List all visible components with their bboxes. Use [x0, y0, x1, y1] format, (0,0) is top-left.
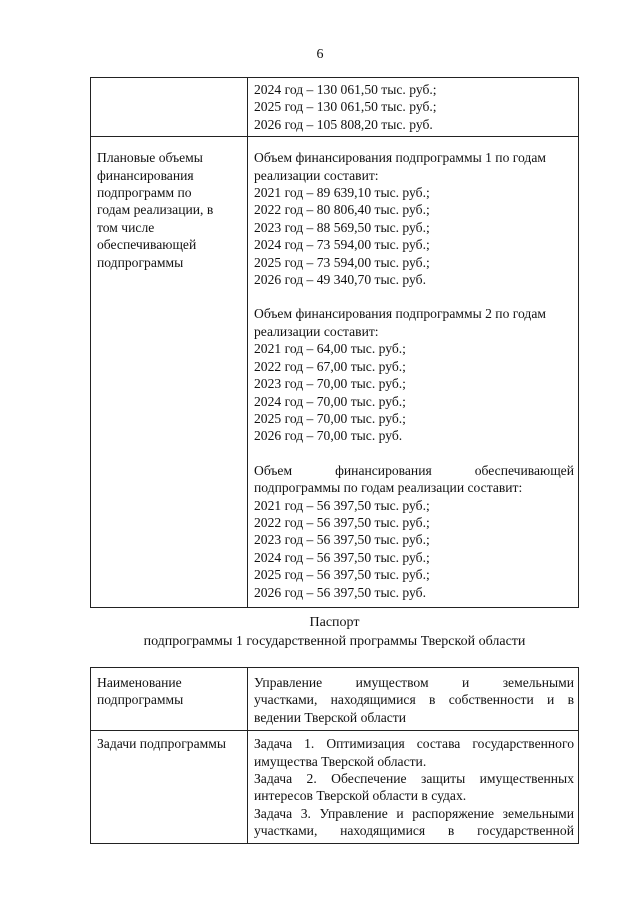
subprogram1-heading: Объем финансирования подпрограммы 1 по годам — [254, 150, 546, 166]
passport-table — [90, 667, 579, 844]
table-cell-financing-continuation — [248, 78, 579, 137]
subprogram1-year: 2026 год – 49 340,70 тыс. руб. — [254, 272, 426, 288]
financing-line: 2025 год – 130 061,50 тыс. руб.; — [254, 99, 437, 115]
subprogram1-heading: реализации составит: — [254, 167, 379, 183]
label-line: Задачи подпрограммы — [97, 736, 226, 752]
spacer — [254, 288, 574, 305]
support-subprogram-heading: подпрограммы по годам реализации составит: — [254, 480, 523, 496]
table-row — [91, 137, 579, 608]
label-line: годам реализации, в — [97, 202, 214, 218]
subprogram-name-line: ведении Тверской области — [254, 709, 407, 725]
support-subprogram-year: 2024 год – 56 397,50 тыс. руб.; — [254, 549, 430, 565]
passport-subtitle: подпрограммы 1 государственной программы Тверской области — [143, 634, 526, 649]
subprogram2-heading: Объем финансирования подпрограммы 2 по годам — [254, 306, 546, 322]
label-line: Плановые объемы — [97, 150, 203, 166]
subprogram1-year: 2021 год – 89 639,10 тыс. руб.; — [254, 185, 430, 201]
task-line: интересов Тверской области в судах. — [254, 788, 467, 804]
table-cell-empty — [91, 78, 248, 137]
page-number: 6 — [316, 47, 324, 62]
support-subprogram-heading: Объем финансирования обеспечивающей — [254, 462, 574, 478]
task-line: участками, находящимися в государственной — [254, 823, 574, 839]
task-line: имущества Тверской области. — [254, 753, 427, 769]
financing-line: 2026 год – 105 808,20 тыс. руб. — [254, 116, 433, 132]
table-cell-financing-details — [248, 137, 579, 608]
table-row — [91, 731, 579, 843]
label-line: Наименование — [97, 675, 182, 690]
passport-heading — [90, 613, 579, 651]
subprogram2-year: 2024 год – 70,00 тыс. руб.; — [254, 393, 406, 409]
label-line: том числе — [97, 219, 155, 235]
support-subprogram-year: 2022 год – 56 397,50 тыс. руб.; — [254, 514, 430, 530]
subprogram-name-line: участками, находящимися в собственности и в — [254, 692, 574, 708]
support-subprogram-year: 2023 год – 56 397,50 тыс. руб.; — [254, 532, 430, 548]
subprogram2-year: 2022 год – 67,00 тыс. руб.; — [254, 358, 406, 374]
support-subprogram-year: 2025 год – 56 397,50 тыс. руб.; — [254, 567, 430, 583]
table-row — [91, 78, 579, 137]
subprogram1-year: 2022 год – 80 806,40 тыс. руб.; — [254, 202, 430, 218]
subprogram2-year: 2023 год – 70,00 тыс. руб.; — [254, 376, 406, 392]
table-cell-tasks — [248, 731, 579, 843]
financing-line: 2024 год – 130 061,50 тыс. руб.; — [254, 82, 437, 97]
task-line: Задача 2. Обеспечение защиты имущественных — [254, 771, 574, 787]
label-line: подпрограммы — [97, 254, 184, 270]
task-line: Задача 1. Оптимизация состава государственного — [254, 736, 574, 752]
spacer — [254, 445, 574, 462]
subprogram2-year: 2025 год – 70,00 тыс. руб.; — [254, 410, 406, 426]
subprogram2-heading: реализации составит: — [254, 323, 379, 339]
table-cell-label — [91, 731, 248, 843]
table-cell-label — [91, 137, 248, 608]
passport-title: Паспорт — [309, 615, 360, 630]
support-subprogram-year: 2026 год – 56 397,50 тыс. руб. — [254, 584, 426, 600]
financing-table — [90, 77, 579, 608]
subprogram1-year: 2023 год – 88 569,50 тыс. руб.; — [254, 219, 430, 235]
label-line: подпрограммы — [97, 692, 184, 708]
label-line: обеспечивающей — [97, 237, 197, 253]
label-line: финансирования — [97, 167, 194, 183]
support-subprogram-year: 2021 год – 56 397,50 тыс. руб.; — [254, 497, 430, 513]
subprogram1-year: 2024 год – 73 594,00 тыс. руб.; — [254, 237, 430, 253]
subprogram2-year: 2026 год – 70,00 тыс. руб. — [254, 428, 403, 444]
subprogram1-year: 2025 год – 73 594,00 тыс. руб.; — [254, 254, 430, 270]
table-row — [91, 668, 579, 731]
table-cell-subprogram-name — [248, 668, 579, 731]
label-line: подпрограмм по — [97, 185, 192, 201]
subprogram-name-line: Управление имуществом и земельными — [254, 675, 574, 690]
table-cell-label — [91, 668, 248, 731]
subprogram2-year: 2021 год – 64,00 тыс. руб.; — [254, 341, 406, 357]
task-line: Задача 3. Управление и распоряжение земельными — [254, 805, 574, 821]
